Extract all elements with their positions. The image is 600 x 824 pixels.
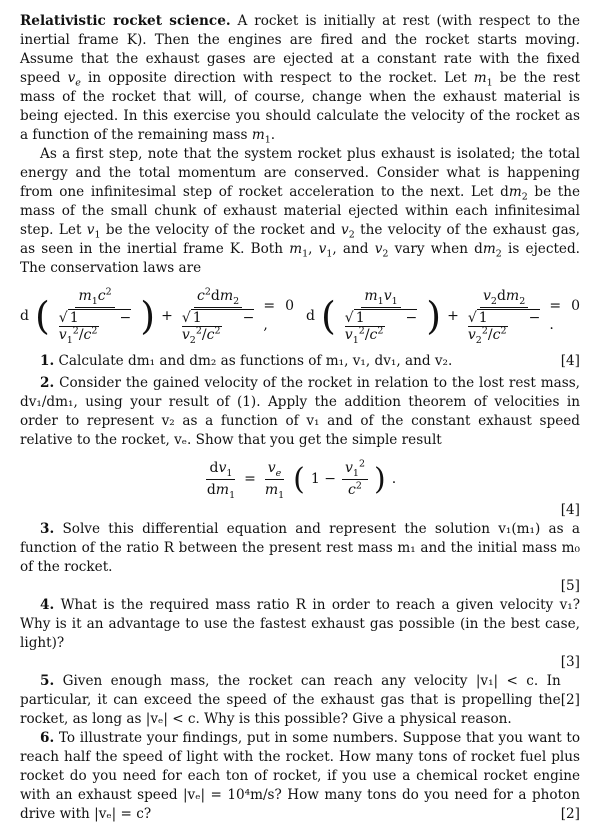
question-5-number: 5.: [40, 673, 55, 689]
question-1-points: [4]: [560, 353, 580, 369]
energy-term-fraction: $\frac{m_1c^2}{√ 1 - v_1^2/c^2}$: [58, 286, 132, 346]
document-page: [20, 0, 580, 824]
question-6-text: To illustrate your findings, put in some numbers. Suppose that you want to reach half the speed of light with the rocket. How many tons of rocket fuel plus rocket do you need for each ton of rocket, if you use a chemical rocket engine with an exhaust speed |vₑ| = 10⁴m/s? How many tons do you need for a photon drive with |vₑ| = c?: [20, 730, 580, 822]
equation-separator: = 0 ,: [263, 298, 294, 333]
question-3-points: [5]: [560, 578, 580, 594]
intro-text: A rocket is initially at rest (with respect to the inertial frame K). Then the engines are fired and the rocket starts moving. Assume that the exhaust gases are ejected at a constant rate with the fixed speed $v_e$ in opposite direction with respect to the rocket. Let $m_1$ be the rest mass of the rocket that will, of course, change when the exhaust material is being ejected. In this exercise you should calculate the velocity of the rocket as a function of the remaining mass $m_1$.: [20, 13, 580, 146]
question-4-points: [3]: [560, 654, 580, 670]
question-1: [20, 352, 580, 371]
question-6-number: 6.: [40, 730, 55, 746]
question-4: [20, 596, 580, 653]
question-5-points: [2]: [560, 692, 580, 708]
question-2-points: [4]: [560, 502, 580, 518]
question-3: [20, 520, 580, 577]
conservation-equations: d ( $\frac{m_1c^2}{√ 1 - v_1^2/c^2}$ ) + $\frac{c^2dm_2}{√ 1 - v_2^2/c^2}$ = 0 , d ( $\frac{m_1v_1}{√ 1 - v_1^2/c^2}$ ) + $\frac{v_2dm_2}{√ 1 - v_2^2/c^2}$ = 0 .: [20, 286, 580, 346]
question-2-text: Consider the gained velocity of the rocket in relation to the lost rest mass, dv₁/dm₁, using your result of (1). Apply the addition theorem of velocities in order to represent v₂ as a function of v₁ and of the constant exhaust speed relative to the rocket, vₑ. Show that you get the simple result: [20, 375, 580, 448]
conservation-paragraph: As a first step, note that the system rocket plus exhaust is isolated; the total energy and the total momentum are conserved. Consider what is happening from one infinitesimal step of rocket acceleration to the next. Let $dm_2$ be the mass of the small chunk of exhaust material ejected within each infinitesimal step. Let $v_1$ be the velocity of the rocket and $v_2$ the velocity of the exhaust gas, as seen in the inertial frame K. Both $m_1$, $v_1$, and $v_2$ vary when $dm_2$ is ejected. The conservation laws are: [20, 146, 580, 276]
question-4-number: 4.: [40, 597, 55, 613]
momentum-term-fraction: $\frac{m_1v_1}{√ 1 - v_1^2/c^2}$: [344, 288, 418, 346]
question-1-text: Calculate dm₁ and dm₂ as functions of m₁, v₁, dv₁, and v₂.: [54, 353, 453, 369]
question-1-number: 1.: [40, 353, 55, 369]
question-3-number: 3.: [40, 521, 55, 537]
question-2: [20, 374, 580, 450]
velocity-mass-equation: $\frac{dv_1}{dm_1}$ = $\frac{v_e}{m_1}$ ( 1 − $\frac{v_1^2}{c^2}$ ) .: [206, 458, 397, 501]
question-2-number: 2.: [40, 375, 55, 391]
intro-paragraph: [20, 12, 580, 145]
question-6-points: [2]: [560, 806, 580, 822]
exhaust-energy-fraction: $\frac{c^2dm_2}{√ 1 - v_2^2/c^2}$: [181, 286, 255, 346]
question-3-text: Solve this differential equation and represent the solution v₁(m₁) as a function of the ratio R between the present rest mass m₁ and the initial mass m₀ of the rocket.: [20, 521, 580, 575]
question-5: [20, 672, 580, 729]
equation-end: = 0 .: [549, 298, 580, 333]
question-5-text: Given enough mass, the rocket can reach any velocity |v₁| < c. In particular, it can exceed the speed of the exhaust gas that is propelling the rocket, as long as |vₑ| < c. Why is this possible? Give a physical reason.: [20, 673, 561, 727]
section-title: Relativistic rocket science.: [20, 13, 231, 29]
question-4-text: What is the required mass ratio R in order to reach a given velocity v₁? Why is it an advantage to use the fastest exhaust gas possible (in the best case, light)?: [20, 597, 580, 651]
exhaust-momentum-fraction: $\frac{v_2dm_2}{√ 1 - v_2^2/c^2}$: [467, 288, 541, 346]
